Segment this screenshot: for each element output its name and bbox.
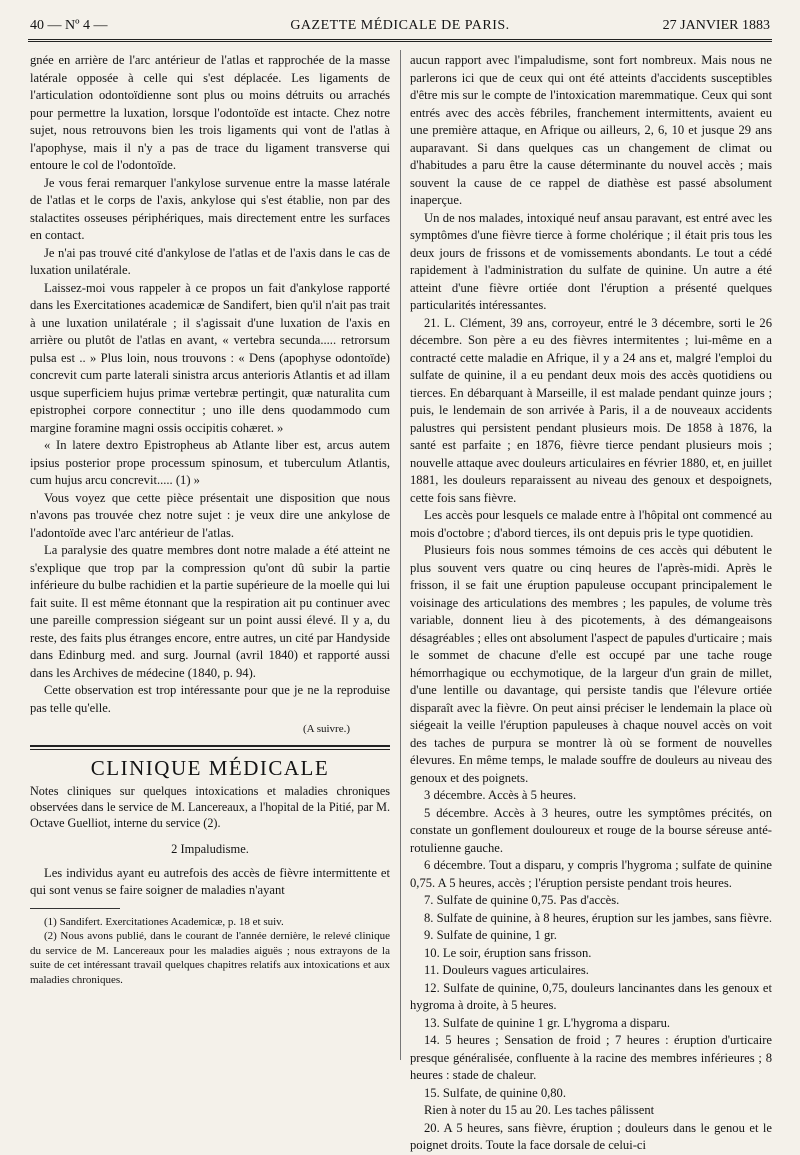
- entry: 8. Sulfate de quinine, à 8 heures, éruption sur les jambes, sans fièvre.: [424, 910, 772, 925]
- section-rule: [30, 749, 390, 750]
- paragraph: aucun rapport avec l'impaludisme, sont fort nombreux. Mais nous ne parlerons ici que de ceux qui ont été atteints d'accidents susceptibles d'être mis sur le compte de l'intoxication maremmatique. Ceux qui sont entrés avec des accès fébriles, franchement intermittents, avaient eu une première attaque, en Afrique ou ailleurs, 2, 6, 10 et jusque 29 ans auparavant. Si dans quelques cas un changement de climat ou d'habitudes a paru être la cause déterminante du nouvel accès ; mais souvent la cause de ce rappel de diathèse est passé absolument inaperçue.: [410, 53, 772, 207]
- entry: 6 décembre. Tout a disparu, y compris l'hygroma ; sulfate de quinine 0,75. A 5 heures, accès ; l'éruption persiste pendant trois heures.: [410, 858, 772, 890]
- column-divider: [400, 50, 401, 1060]
- article-title: [30, 783, 390, 831]
- paragraph: Un de nos malades, intoxiqué neuf ansau paravant, est entré avec les symptômes d'une fièvre tierce à forme cholérique ; il était pris tous les deux jours de frissons et de vomissements abondants. Le tout a cédé rapidement à l'administration du sulfate de quinine. Un autre a été atteint d'une fièvre ortiée dont l'éruption a présenté quelques particularités intéressantes.: [410, 210, 772, 312]
- page-header: [30, 18, 770, 38]
- page-number: 40 — Nº 4 —: [30, 18, 108, 33]
- entry: 20. A 5 heures, sans fièvre, éruption ; douleurs dans le genou et le poignet droits. Toute la face dorsale de celui-ci: [410, 1120, 772, 1152]
- section-rule: [30, 745, 390, 747]
- paragraph: Cette observation est trop intéressante pour que je ne la reproduise pas telle qu'elle.: [30, 683, 390, 715]
- entry: 12. Sulfate de quinine, 0,75, douleurs lancinantes dans les genoux et hygroma à droite, à 5 heures.: [410, 980, 772, 1012]
- header-rule: [28, 39, 772, 42]
- right-column: [410, 52, 772, 1152]
- entry: 13. Sulfate de quinine 1 gr. L'hygroma a disparu.: [424, 1015, 671, 1030]
- entry: Rien à noter du 15 au 20. Les taches pâlissent: [424, 1103, 655, 1117]
- footnote-rule: [30, 908, 120, 909]
- entry: 15. Sulfate, de quinine 0,80.: [424, 1085, 567, 1100]
- to-be-continued: (A suivre.): [302, 723, 350, 735]
- subheading: 2 Impaludisme.: [171, 842, 249, 856]
- paragraph: Les individus ayant eu autrefois des accès de fièvre intermittente et qui sont venus se faire soigner de maladies n'ayant: [30, 865, 390, 897]
- entry: 14. 5 heures ; Sensation de froid ; 7 heures : éruption d'urticaire presque généralisée, confluente à la racine des membres inférieures ; 8 heures : stade de chaleur.: [410, 1033, 772, 1082]
- footnotes: [30, 915, 390, 988]
- paragraph: Je n'ai pas trouvé cité d'ankylose de l'atlas et de l'axis dans le cas de luxation unilatérale.: [30, 245, 390, 277]
- paragraph: Je vous ferai remarquer l'ankylose survenue entre la masse latérale de l'atlas et le corps de l'axis, ankylose qui s'est établie, non par des stalactites osseuses périphériques, mais directement entre les surfaces en contact.: [30, 175, 390, 242]
- journal-title: GAZETTE MÉDICALE DE PARIS.: [290, 18, 510, 33]
- paragraph: Plusieurs fois nous sommes témoins de ces accès qui débutent le plus souvent vers quatre ou cinq heures de l'après-midi. Après le frisson, il se fait une éruption papuleuse occupant principalement le voisinage des articulations des membres ; les papules, de volume très variable, donnent lieu à des picotements, à des démangeaisons désagréables ; elles ont absolument l'aspect de papules d'urticaire ; mais le sommet de chacune d'elle est occupé par une tache rouge hémorrhagique ou ecchymotique, de la largeur d'un grain de millet, d'une lentille ou davantage, qui persiste tandis que l'élevure ortiée disparaît avec la fièvre. On peut ainsi préciser le lendemain la place où siégeait la veille l'éruption papuleuses à chaque nouvel accès on voit des taches de purpura se montrer là où se forment de nouvelles élevures. En même temps, le malade souffre de douleurs au niveau des genoux et des poignets.: [410, 543, 772, 785]
- paragraph: « In latere dextro Epistropheus ab Atlante liber est, arcus autem ipsius posterior prope processum spinosum, et tuberculum Atlantis, cum hujus arcu concrevit..... (1) »: [30, 438, 390, 487]
- entry: 10. Le soir, éruption sans frisson.: [424, 945, 592, 960]
- issue-date: 27 JANVIER 1883: [662, 18, 770, 33]
- paragraph: 21. L. Clément, 39 ans, corroyeur, entré le 3 décembre, sorti le 26 décembre. Son père a eu des fièvres intermitentes ; lui-même en a contracté cette maladie en Afrique, il y a 24 ans et, malgré l'emploi du sulfate de quinine, il a eu pendant deux mois des accès quotidiens ou tierces. En débarquant à Marseille, il est malade pendant quinze jours ; puis, le lendemain de son arrivée à Paris, il a de nouveaux accidents palustres qui persistent pendant plusieurs mois. De 1858 à 1876, la santé est parfaite ; en 1876, fièvre tierce pendant plusieurs mois ; nouvelle attaque avec douleurs articulaires en février 1880, et, en juillet 1881, les douleurs reparaissent au niveau des genoux et despoignets, cette fois sans fièvre.: [410, 315, 772, 505]
- footnote: (1) Sandifert. Exercitationes Academicæ, p. 18 et suiv.: [44, 915, 284, 928]
- paragraph: Les accès pour lesquels ce malade entre à l'hôpital ont commencé au mois d'octobre ; d'abord tierces, ils ont depuis pris le type quotidien.: [410, 508, 772, 540]
- footnote: (2) Nous avons publié, dans le courant de l'année dernière, le relevé clinique du service de M. Lancereaux pour les maladies aiguës ; nous extrayons de la suite de cet intéressant travail quelques chapitres relatifs aux intoxications et aux maladies chroniques.: [30, 930, 390, 986]
- paragraph: Laissez-moi vous rappeler à ce propos un fait d'ankylose rapporté dans les Exercitationes academicæ de Sandifert, bien qu'il n'ait pas trait à une luxation unilatérale ; il s'agissait d'une luxation de l'axis en arrière ou plutôt de l'atlas en avant, « vertebra secunda..... retrorsum pulsa est .. » Plus loin, nous trouvons : « Dens (apophyse odontoïde) concrevit cum parte laterali sinistra arcus anterioris Atlantis et ad illam usque superficiem hujus primæ vertebræ pertingit, quæ naturalita cum epistrophei corpore connectitur ; uno ille dens quodammodo cum margine foramine magni ossis occipitis cohæret. »: [30, 280, 390, 435]
- paragraph: gnée en arrière de l'arc antérieur de l'atlas et rapprochée de la masse latérale opposée à celle qui s'est déplacée. Les ligaments de l'articulation odontoïdienne sont plus ou moins détruits ou arrachés pour permettre la luxation, lorsque l'odontoïde est intacte. Chez notre sujet, nous retrouvons bien les trois ligaments qui vont de l'atlas à l'apophyse, mais il n'y a pas de trace du ligament transverse qui entoure le col de l'odontoïde.: [30, 53, 390, 172]
- section-title: CLINIQUE MÉDICALE: [90, 755, 330, 780]
- entry: 11. Douleurs vagues articulaires.: [424, 963, 589, 977]
- paragraph: Vous voyez que cette pièce présentait une disposition que nous n'avons pas trouvée chez notre sujet : je veux dire une ankylose de l'adontoïde avec l'arc antérieur de l'atlas.: [30, 490, 390, 540]
- entry: 3 décembre. Accès à 5 heures.: [424, 788, 577, 802]
- left-column: [30, 52, 390, 1072]
- entry: 9. Sulfate de quinine, 1 gr.: [424, 928, 557, 942]
- article-title-text: Notes cliniques sur quelques intoxications et maladies chroniques observées dans le service de M. Lancereaux, a l'hopital de la Pitié, par M. Octave Guelliot, interne du service (2).: [30, 784, 390, 830]
- entry: 7. Sulfate de quinine 0,75. Pas d'accès.: [424, 893, 620, 907]
- entry: 5 décembre. Accès à 3 heures, outre les symptômes précités, on constate un gonflement douloureux et rouge de la bourse séreuse anté-rotulienne gauche.: [410, 805, 772, 855]
- paragraph: La paralysie des quatre membres dont notre malade a été atteint ne s'explique que trop par la compression qu'ont dû subir la partie inférieure du bulbe rachidien et la partie supérieure de la moelle qui lui fait suite. Il est même étonnant que la respiration ait pu continuer avec une pareille compression siégeant sur un point aussi élevé. Il y a, du reste, des faits plus étranges encore, entre autres, un cité par Handyside dans Edinburg med. and surg. Journal (avril 1840) et rapporté aussi dans les Archives de médecine (1840, p. 94).: [30, 543, 390, 680]
